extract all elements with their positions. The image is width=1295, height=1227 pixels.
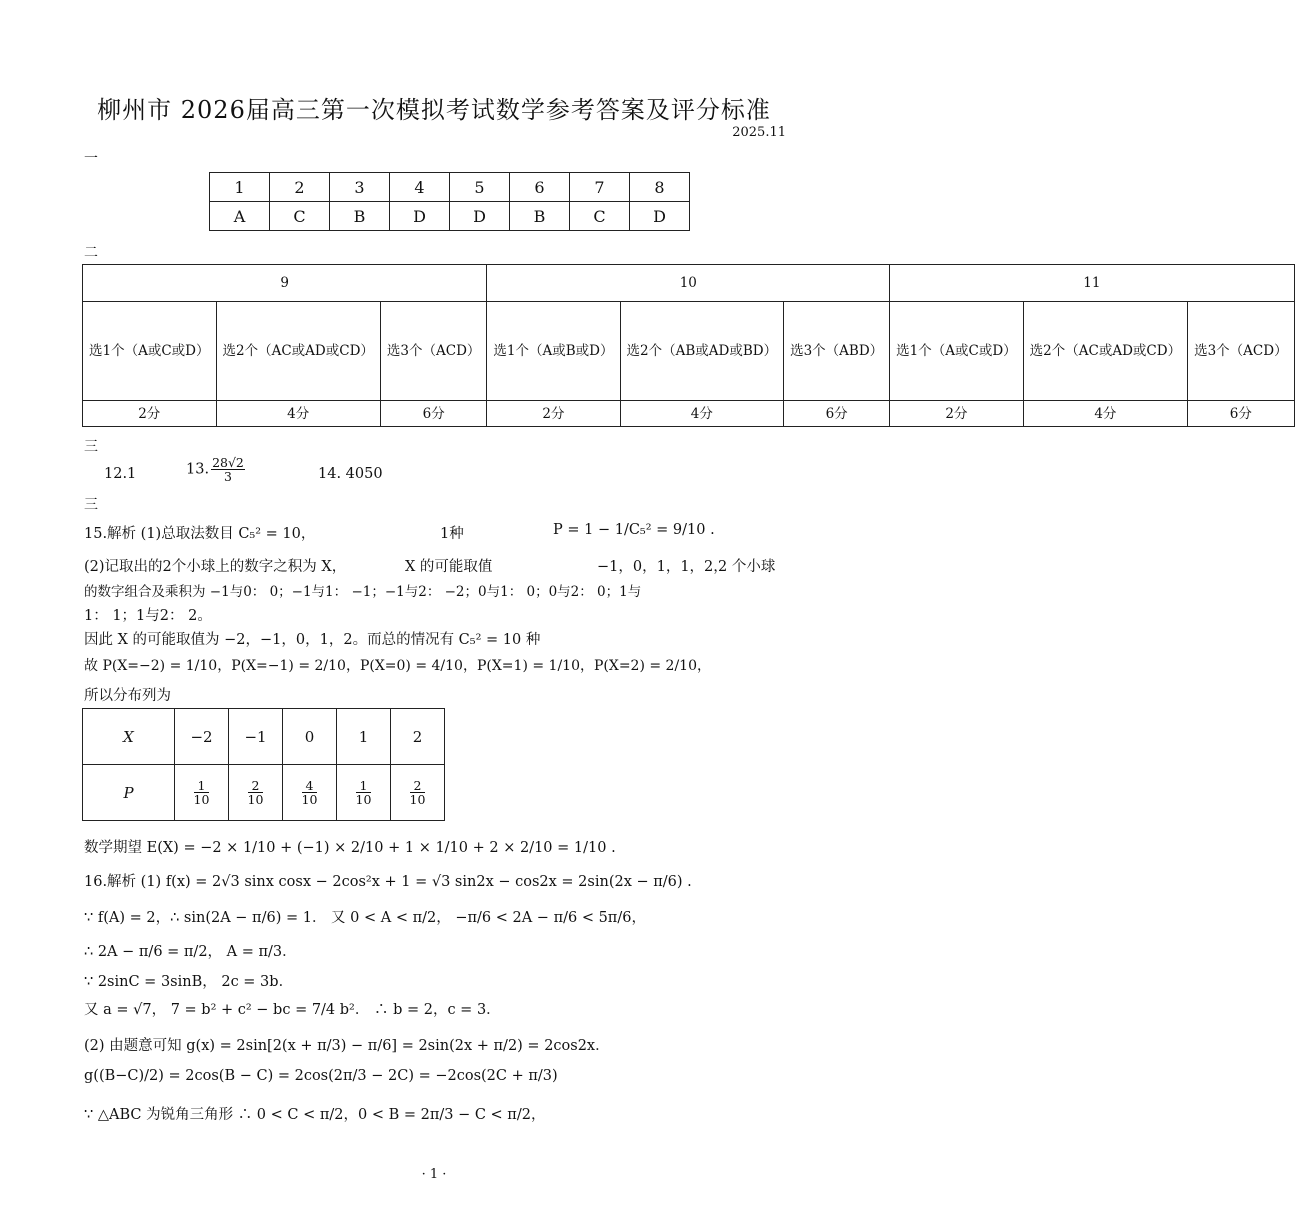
table-cell: 6分 xyxy=(1188,401,1295,427)
q15-line-8: 数学期望 E(X) = −2 × 1/10 + (−1) × 2/10 + 1 × 1/10 + 2 × 2/10 = 1/10 . xyxy=(84,840,616,856)
table-cell xyxy=(229,765,283,821)
table-cell: 选1个（A或C或D） xyxy=(83,302,217,401)
table-cell: 6分 xyxy=(784,401,890,427)
fraction-denominator: 3 xyxy=(224,469,232,484)
section4-label: 三 xyxy=(84,497,98,513)
section1-label: 一 xyxy=(84,151,98,167)
fraction-numerator: 1 xyxy=(194,779,210,793)
answer-13-prefix: 13. xyxy=(186,461,210,478)
table-cell: 选3个（ABD） xyxy=(784,302,890,401)
table-cell: 选2个（AC或AD或CD） xyxy=(216,302,380,401)
table-cell: 选2个（AC或AD或CD） xyxy=(1023,302,1187,401)
table-cell: D xyxy=(630,202,690,231)
q15-line-2c: −1，0，1，1，2， xyxy=(597,559,728,575)
table-row xyxy=(83,709,445,765)
fraction xyxy=(194,779,210,806)
table-cell: B xyxy=(510,202,570,231)
distribution-table xyxy=(82,708,445,821)
q15-line-5: 因此 X 的可能取值为 −2，−1，0，1，2。而总的情况有 C₅² = 10 种 xyxy=(84,632,541,648)
table-cell: 2分 xyxy=(890,401,1024,427)
table-cell: 2分 xyxy=(487,401,620,427)
fraction-numerator: 1 xyxy=(356,779,372,793)
table-cell: A xyxy=(210,202,270,231)
answer-12: 12.1 xyxy=(104,466,137,482)
table-row xyxy=(210,173,690,202)
table-cell: C xyxy=(570,202,630,231)
table-cell: 6分 xyxy=(380,401,487,427)
fraction-denominator: 10 xyxy=(193,792,210,807)
table-cell: 1 xyxy=(210,173,270,202)
fraction xyxy=(302,779,318,806)
table-cell: 6 xyxy=(510,173,570,202)
fraction xyxy=(211,456,245,483)
table-cell xyxy=(337,765,391,821)
table-cell: D xyxy=(450,202,510,231)
fraction-denominator: 10 xyxy=(247,792,264,807)
q15-line-3: 的数字组合及乘积为 −1与0： 0；−1与1： −1；−1与2： −2；0与1： 0；0与2： 0；1与 xyxy=(84,584,642,600)
table-cell xyxy=(283,765,337,821)
variable-x: X xyxy=(123,727,134,746)
fraction-numerator: 28√2 xyxy=(212,455,244,470)
q16-line-6: (2) 由题意可知 g(x) = 2sin[2(x + π/3) − π/6] = 2sin(2x + π/2) = 2cos2x． xyxy=(84,1038,610,1054)
answer-14: 14. 4050 xyxy=(318,466,383,482)
q15-line-1c: P = 1 − 1/C₅² = 9/10 . xyxy=(553,522,715,538)
table-cell: 4 xyxy=(390,173,450,202)
table-cell: 0 xyxy=(283,709,337,765)
table-row xyxy=(83,765,445,821)
page-title: 柳州市 2026届高三第一次模拟考试数学参考答案及评分标准 xyxy=(97,96,771,124)
table-cell: C xyxy=(270,202,330,231)
table-cell xyxy=(83,709,175,765)
table-row xyxy=(83,401,1295,427)
fraction xyxy=(410,779,426,806)
q16-line-1: 16.解析 (1) f(x) = 2√3 sinx cosx − 2cos²x + 1 = √3 sin2x − cos2x = 2sin(2x − π/6) . xyxy=(84,874,692,890)
table-cell: 选2个（AB或AD或BD） xyxy=(620,302,784,401)
date: 2025.11 xyxy=(732,125,786,140)
q15-line-2b: X 的可能取值 xyxy=(405,559,493,575)
fraction xyxy=(356,779,372,806)
q15-line-1b: 1种 xyxy=(440,526,464,542)
table-cell: 8 xyxy=(630,173,690,202)
table-cell xyxy=(391,765,445,821)
q16-line-3: ∴ 2A − π/6 = π/2， A = π/3． xyxy=(84,944,297,960)
q16-line-2: ∵ f(A) = 2，∴ sin(2A − π/6) = 1． 又 0 < A < π/2， −π/6 < 2A − π/6 < 5π/6， xyxy=(84,910,646,926)
q16-line-7: g((B−C)/2) = 2cos(B − C) = 2cos(2π/3 − 2C) = −2cos(2C + π/3) xyxy=(84,1068,558,1084)
fraction-denominator: 10 xyxy=(409,792,426,807)
table-cell xyxy=(83,765,175,821)
variable-p: P xyxy=(123,783,134,802)
page-number: · 1 · xyxy=(421,1167,447,1182)
table-cell: 选1个（A或B或D） xyxy=(487,302,620,401)
table-cell: 3 xyxy=(330,173,390,202)
table-row xyxy=(83,302,1295,401)
table-cell: 4分 xyxy=(620,401,784,427)
table-cell: D xyxy=(390,202,450,231)
q16-line-4: ∵ 2sinC = 3sinB， 2c = 3b． xyxy=(84,974,294,990)
fraction xyxy=(248,779,264,806)
fraction-denominator: 10 xyxy=(301,792,318,807)
table-cell: 5 xyxy=(450,173,510,202)
table-row xyxy=(83,265,1295,302)
answer-table-2 xyxy=(82,264,1295,427)
table-cell: 1 xyxy=(337,709,391,765)
table-cell: 2 xyxy=(391,709,445,765)
q15-line-4: 1： 1；1与2： 2。 xyxy=(84,608,212,624)
table-cell: 2 xyxy=(270,173,330,202)
q15-line-2d: 2 个小球 xyxy=(718,559,776,575)
q16-line-5: 又 a = √7， 7 = b² + c² − bc = 7/4 b²． ∴ b = 2，c = 3． xyxy=(84,1002,501,1018)
section3-label: 三 xyxy=(84,439,98,455)
table-cell: −2 xyxy=(175,709,229,765)
table-cell xyxy=(175,765,229,821)
table-cell: 4分 xyxy=(216,401,380,427)
table-cell: B xyxy=(330,202,390,231)
q15-line-1a: 15.解析 (1)总取法数目 C₅² = 10， xyxy=(84,526,316,542)
table-cell: 9 xyxy=(83,265,487,302)
fraction-numerator: 4 xyxy=(302,779,318,793)
answer-13 xyxy=(186,456,247,483)
fraction-denominator: 10 xyxy=(355,792,372,807)
q16-line-8: ∵ △ABC 为锐角三角形 ∴ 0 < C < π/2，0 < B = 2π/3 − C < π/2， xyxy=(84,1107,546,1123)
q15-line-2a: (2)记取出的2个小球上的数字之积为 X， xyxy=(84,559,347,575)
section2-label: 二 xyxy=(84,245,98,261)
table-cell: 10 xyxy=(487,265,890,302)
table-cell: 4分 xyxy=(1023,401,1187,427)
table-cell: 11 xyxy=(890,265,1294,302)
table-cell: −1 xyxy=(229,709,283,765)
answer-table-1 xyxy=(209,172,690,231)
table-cell: 选3个（ACD） xyxy=(380,302,487,401)
table-cell: 2分 xyxy=(83,401,217,427)
fraction-numerator: 2 xyxy=(410,779,426,793)
table-cell: 7 xyxy=(570,173,630,202)
table-cell: 选1个（A或C或D） xyxy=(890,302,1024,401)
fraction-numerator: 2 xyxy=(248,779,264,793)
table-cell: 选3个（ACD） xyxy=(1188,302,1295,401)
q15-line-6: 故 P(X=−2) = 1/10，P(X=−1) = 2/10，P(X=0) = 4/10，P(X=1) = 1/10，P(X=2) = 2/10， xyxy=(84,658,711,674)
q15-line-7: 所以分布列为 xyxy=(84,688,171,704)
table-row xyxy=(210,202,690,231)
